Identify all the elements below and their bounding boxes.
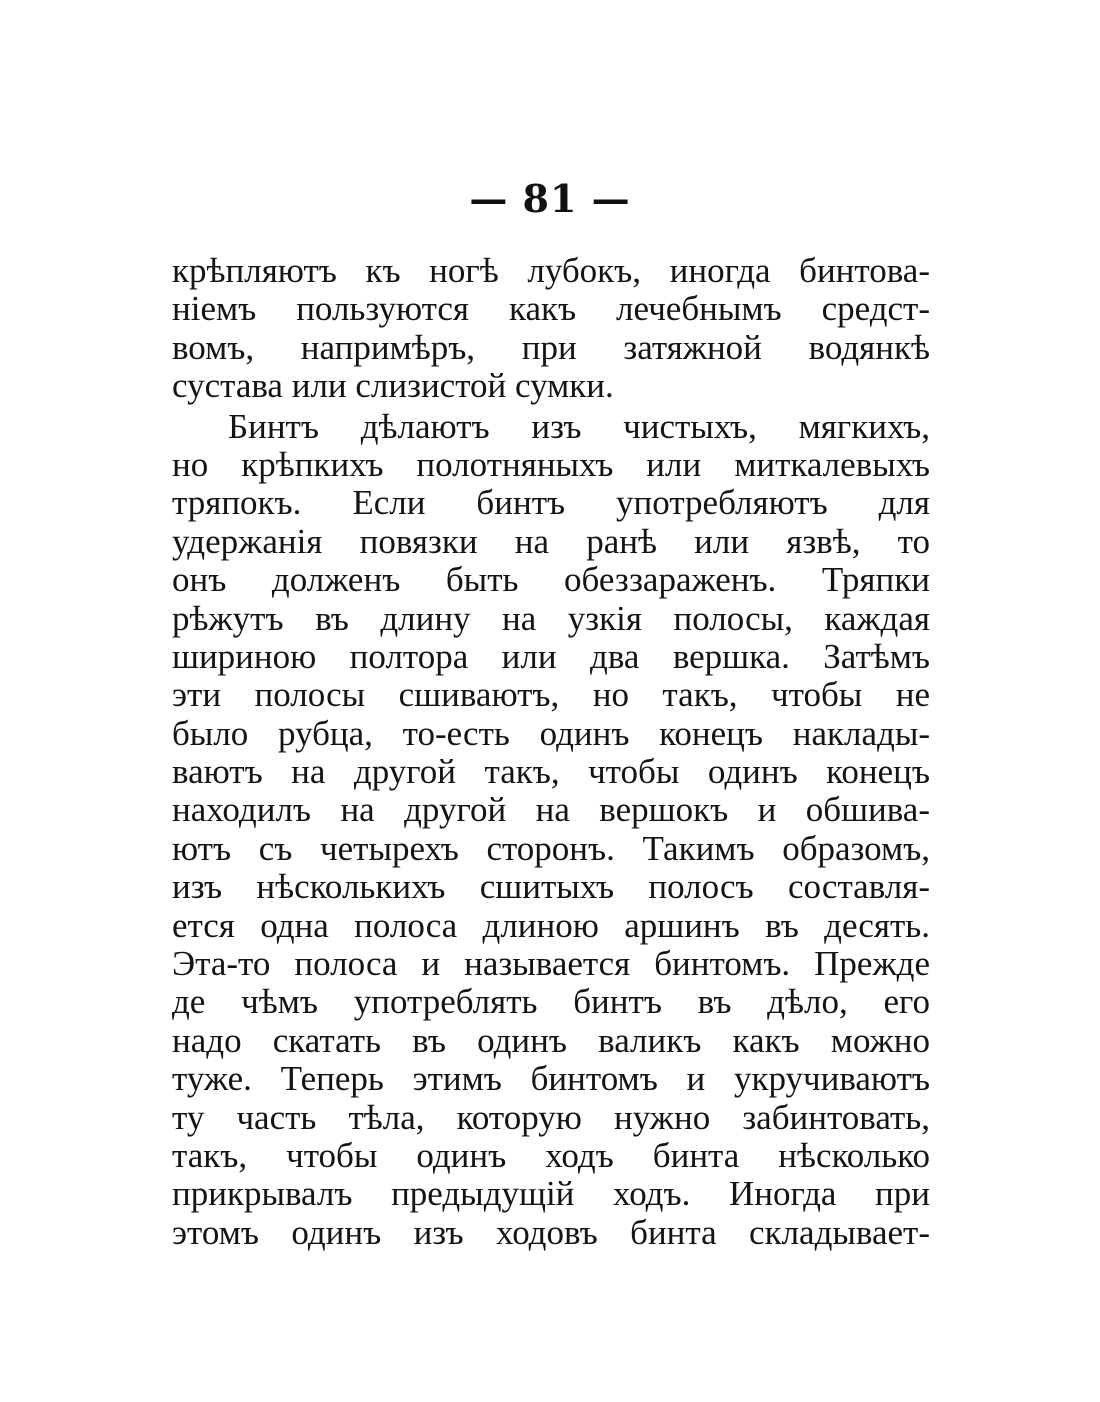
text-line: но крѣпкихъ полотняныхъ или миткалевыхъ: [172, 445, 930, 484]
text-line: этомъ одинъ изъ ходовъ бинта складывает-: [172, 1213, 930, 1252]
text-line: было рубца, то-есть одинъ конецъ наклады-: [172, 714, 930, 753]
text-line: такъ, чтобы одинъ ходъ бинта нѣсколько: [172, 1136, 930, 1175]
page-number: — 81 —: [469, 176, 631, 221]
text-line: ютъ съ четырехъ сторонъ. Такимъ образомъ,: [172, 829, 930, 868]
text-line: изъ нѣсколькихъ сшитыхъ полосъ составля-: [172, 868, 930, 907]
text-line: де чѣмъ употреблять бинтъ въ дѣло, его: [172, 983, 930, 1022]
text-line: удержанія повязки на ранѣ или язвѣ, то: [172, 522, 930, 561]
text-line: Эта-то полоса и называется бинтомъ. Прежде: [172, 945, 930, 984]
text-line: тряпокъ. Если бинтъ употребляютъ для: [172, 484, 930, 523]
text-line: крѣпляютъ къ ногѣ лубокъ, иногда бинтова-: [172, 252, 930, 290]
text-line: ваютъ на другой такъ, чтобы одинъ конецъ: [172, 753, 930, 792]
text-line: ніемъ пользуются какъ лечебнымъ средст-: [172, 290, 930, 329]
text-line: вомъ, напримѣръ, при затяжной водянкѣ: [172, 328, 930, 367]
text-line: шириною полтора или два вершка. Затѣмъ: [172, 637, 930, 676]
text-line: находилъ на другой на вершокъ и обшива-: [172, 791, 930, 830]
body-text: [172, 252, 930, 1252]
text-line: прикрывалъ предыдущій ходъ. Иногда при: [172, 1175, 930, 1214]
text-line: туже. Теперь этимъ бинтомъ и укручиваютъ: [172, 1060, 930, 1099]
text-line: ту часть тѣла, которую нужно забинтовать,: [172, 1098, 930, 1137]
text-line: рѣжутъ въ длину на узкія полосы, каждая: [172, 599, 930, 638]
text-line: сустава или слизистой сумки.: [172, 367, 614, 406]
text-line: онъ долженъ быть обеззараженъ. Тряпки: [172, 561, 930, 600]
text-line: надо скатать въ одинъ валикъ какъ можно: [172, 1021, 930, 1060]
text-line: эти полосы сшиваютъ, но такъ, чтобы не: [172, 676, 930, 715]
text-line: ется одна полоса длиною аршинъ въ десять.: [172, 906, 930, 945]
text-line: Бинтъ дѣлаютъ изъ чистыхъ, мягкихъ,: [228, 407, 930, 446]
